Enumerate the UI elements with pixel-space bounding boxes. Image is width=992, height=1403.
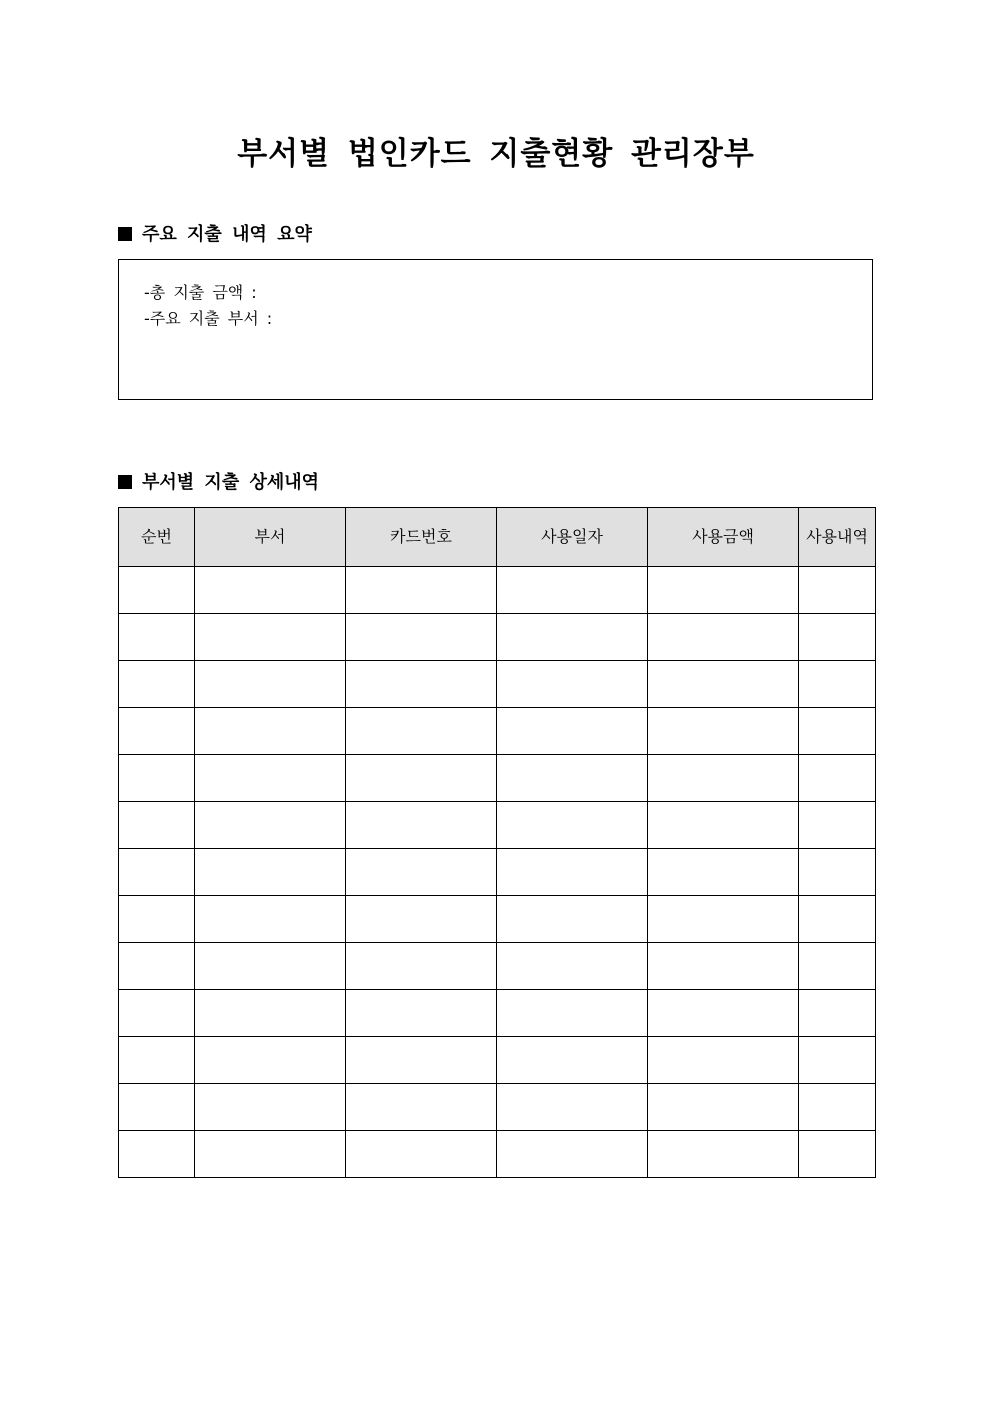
cell-department[interactable] xyxy=(195,661,346,708)
cell-card-number[interactable] xyxy=(346,755,497,802)
cell-usage-amount[interactable] xyxy=(648,614,799,661)
cell-number[interactable] xyxy=(119,661,195,708)
cell-usage-details[interactable] xyxy=(799,943,876,990)
table-header-row xyxy=(119,508,876,567)
column-header-usage-amount: 사용금액 xyxy=(648,508,799,567)
cell-card-number[interactable] xyxy=(346,896,497,943)
column-header-department: 부서 xyxy=(195,508,346,567)
cell-number[interactable] xyxy=(119,943,195,990)
square-bullet-icon xyxy=(118,475,132,489)
cell-usage-date[interactable] xyxy=(497,896,648,943)
table-row xyxy=(119,802,876,849)
summary-section-heading xyxy=(118,223,312,247)
cell-department[interactable] xyxy=(195,708,346,755)
cell-card-number[interactable] xyxy=(346,708,497,755)
table-row xyxy=(119,849,876,896)
cell-usage-date[interactable] xyxy=(497,1131,648,1178)
cell-card-number[interactable] xyxy=(346,614,497,661)
cell-usage-details[interactable] xyxy=(799,802,876,849)
cell-usage-details[interactable] xyxy=(799,614,876,661)
cell-usage-amount[interactable] xyxy=(648,990,799,1037)
column-header-card-number: 카드번호 xyxy=(346,508,497,567)
table-row xyxy=(119,708,876,755)
table-row xyxy=(119,1084,876,1131)
cell-department[interactable] xyxy=(195,1037,346,1084)
cell-usage-details[interactable] xyxy=(799,1037,876,1084)
cell-number[interactable] xyxy=(119,896,195,943)
table-row xyxy=(119,896,876,943)
cell-usage-date[interactable] xyxy=(497,755,648,802)
summary-total-amount-line: -총 지출 금액 : xyxy=(144,283,257,302)
cell-usage-amount[interactable] xyxy=(648,755,799,802)
cell-usage-amount[interactable] xyxy=(648,802,799,849)
cell-department[interactable] xyxy=(195,614,346,661)
square-bullet-icon xyxy=(118,227,132,241)
cell-card-number[interactable] xyxy=(346,990,497,1037)
cell-number[interactable] xyxy=(119,755,195,802)
cell-card-number[interactable] xyxy=(346,943,497,990)
cell-usage-details[interactable] xyxy=(799,990,876,1037)
cell-usage-date[interactable] xyxy=(497,661,648,708)
cell-usage-amount[interactable] xyxy=(648,943,799,990)
cell-usage-details[interactable] xyxy=(799,661,876,708)
table-row xyxy=(119,943,876,990)
cell-usage-amount[interactable] xyxy=(648,661,799,708)
cell-card-number[interactable] xyxy=(346,1131,497,1178)
cell-usage-date[interactable] xyxy=(497,849,648,896)
cell-card-number[interactable] xyxy=(346,1037,497,1084)
cell-number[interactable] xyxy=(119,1037,195,1084)
cell-number[interactable] xyxy=(119,990,195,1037)
cell-department[interactable] xyxy=(195,755,346,802)
cell-department[interactable] xyxy=(195,990,346,1037)
column-header-number: 순번 xyxy=(119,508,195,567)
summary-heading-label: 주요 지출 내역 요약 xyxy=(142,224,312,245)
table-row xyxy=(119,755,876,802)
cell-usage-date[interactable] xyxy=(497,802,648,849)
cell-usage-details[interactable] xyxy=(799,567,876,614)
column-header-usage-details: 사용내역 xyxy=(799,508,876,567)
cell-usage-date[interactable] xyxy=(497,708,648,755)
column-header-usage-date: 사용일자 xyxy=(497,508,648,567)
cell-card-number[interactable] xyxy=(346,849,497,896)
table-row xyxy=(119,567,876,614)
table-body xyxy=(119,567,876,1178)
cell-usage-amount[interactable] xyxy=(648,1037,799,1084)
cell-usage-date[interactable] xyxy=(497,1037,648,1084)
table-row xyxy=(119,1037,876,1084)
detail-heading-label: 부서별 지출 상세내역 xyxy=(142,472,320,493)
cell-usage-date[interactable] xyxy=(497,943,648,990)
cell-usage-amount[interactable] xyxy=(648,567,799,614)
cell-card-number[interactable] xyxy=(346,1084,497,1131)
cell-card-number[interactable] xyxy=(346,802,497,849)
cell-department[interactable] xyxy=(195,1084,346,1131)
cell-department[interactable] xyxy=(195,849,346,896)
cell-department[interactable] xyxy=(195,896,346,943)
cell-usage-details[interactable] xyxy=(799,708,876,755)
cell-usage-details[interactable] xyxy=(799,896,876,943)
cell-usage-details[interactable] xyxy=(799,1084,876,1131)
summary-box xyxy=(118,259,873,400)
table-row xyxy=(119,990,876,1037)
cell-usage-date[interactable] xyxy=(497,990,648,1037)
cell-department[interactable] xyxy=(195,567,346,614)
cell-usage-amount[interactable] xyxy=(648,708,799,755)
cell-number[interactable] xyxy=(119,1131,195,1178)
cell-number[interactable] xyxy=(119,708,195,755)
detail-section-heading xyxy=(118,471,319,495)
cell-number[interactable] xyxy=(119,567,195,614)
cell-department[interactable] xyxy=(195,802,346,849)
cell-usage-amount[interactable] xyxy=(648,896,799,943)
cell-usage-date[interactable] xyxy=(497,614,648,661)
cell-card-number[interactable] xyxy=(346,567,497,614)
cell-number[interactable] xyxy=(119,1084,195,1131)
cell-card-number[interactable] xyxy=(346,661,497,708)
page-title: 부서별 법인카드 지출현황 관리장부 xyxy=(237,136,755,172)
cell-number[interactable] xyxy=(119,802,195,849)
cell-department[interactable] xyxy=(195,1131,346,1178)
cell-usage-details[interactable] xyxy=(799,1131,876,1178)
cell-usage-details[interactable] xyxy=(799,849,876,896)
cell-number[interactable] xyxy=(119,614,195,661)
cell-usage-date[interactable] xyxy=(497,567,648,614)
cell-usage-amount[interactable] xyxy=(648,1084,799,1131)
expense-detail-table xyxy=(118,507,876,1178)
table-row xyxy=(119,614,876,661)
cell-usage-details[interactable] xyxy=(799,755,876,802)
summary-main-department-line: -주요 지출 부서 : xyxy=(144,309,273,328)
cell-usage-date[interactable] xyxy=(497,1084,648,1131)
table-row xyxy=(119,661,876,708)
cell-usage-amount[interactable] xyxy=(648,1131,799,1178)
cell-number[interactable] xyxy=(119,849,195,896)
cell-department[interactable] xyxy=(195,943,346,990)
cell-usage-amount[interactable] xyxy=(648,849,799,896)
table-row xyxy=(119,1131,876,1178)
